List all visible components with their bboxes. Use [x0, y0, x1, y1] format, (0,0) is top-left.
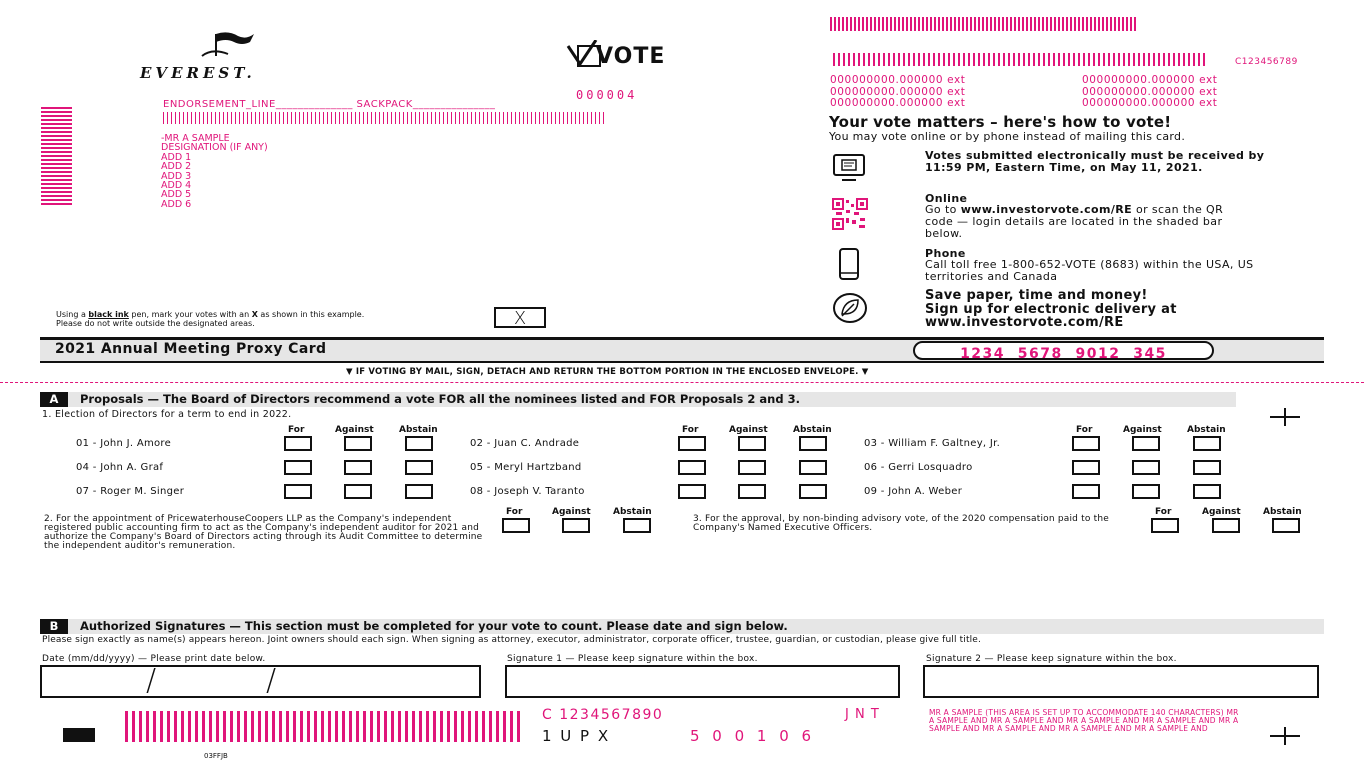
postal-barcode [163, 112, 605, 124]
col-header-against: Against [335, 425, 374, 435]
nominee-06-abstain-checkbox[interactable] [1193, 460, 1221, 475]
footer-job-number: 5 0 0 1 0 6 [690, 727, 816, 745]
nominee-06-for-checkbox[interactable] [1072, 460, 1100, 475]
nominee-05-for-checkbox[interactable] [678, 460, 706, 475]
nominee-label: 09 - John A. Weber [864, 486, 963, 497]
date-label: Date (mm/dd/yyyy) — Please print date below. [42, 654, 266, 664]
address-line: DESIGNATION (IF ANY) [161, 142, 268, 154]
nominee-02-for-checkbox[interactable] [678, 436, 706, 451]
footer-jnt: J N T [845, 707, 880, 722]
online-text-1: Go to [925, 203, 961, 216]
computer-icon [832, 153, 866, 183]
footer-code: 03FFJB [204, 752, 228, 760]
online-instructions [925, 204, 1235, 240]
nominee-06-against-checkbox[interactable] [1132, 460, 1160, 475]
nominee-label: 03 - William F. Galtney, Jr. [864, 438, 1001, 449]
proposal-2-for-checkbox[interactable] [502, 518, 530, 533]
address-line: ADD 4 [161, 180, 192, 192]
paperless-line-2: Sign up for electronic delivery at [925, 301, 1177, 317]
section-b-header [40, 619, 1324, 634]
col-header-for: For [682, 425, 699, 435]
example-mark: X [513, 308, 527, 329]
ink-instruction-line-1: Using a black ink pen, mark your votes with an X as shown in this example. [56, 310, 365, 319]
col-header-abstain: Abstain [399, 425, 438, 435]
nominee-label: 02 - Juan C. Andrade [470, 438, 580, 449]
col-header-abstain: Abstain [793, 425, 832, 435]
nominee-label: 08 - Joseph V. Taranto [470, 486, 585, 497]
online-title: Online [925, 192, 968, 205]
col-header-for: For [506, 507, 523, 517]
registration-mark [1270, 727, 1300, 745]
nominee-08-against-checkbox[interactable] [738, 484, 766, 499]
how-to-vote-subheading: You may vote online or by phone instead of mailing this card. [829, 130, 1186, 143]
nominee-01-for-checkbox[interactable] [284, 436, 312, 451]
nominee-07-for-checkbox[interactable] [284, 484, 312, 499]
col-header-abstain: Abstain [1187, 425, 1226, 435]
registration-mark [1270, 408, 1300, 426]
address-line: ADD 3 [161, 170, 192, 182]
nominee-02-abstain-checkbox[interactable] [799, 436, 827, 451]
ext-line: 000000000.000000 ext [1082, 97, 1218, 109]
proposal-3-against-checkbox[interactable] [1212, 518, 1240, 533]
qr-code-icon [832, 198, 868, 230]
section-b-letter: B [40, 619, 68, 634]
account-number-box [913, 341, 1214, 360]
footer-upx: 1 U P X [542, 727, 611, 745]
section-a-letter: A [40, 392, 68, 407]
ext-line: 000000000.000000 ext [1082, 74, 1218, 86]
ext-line: 000000000.000000 ext [1082, 85, 1218, 98]
col-header-for: For [288, 425, 305, 435]
detach-line [0, 382, 1364, 383]
paperless-url-link[interactable]: www.investorvote.com/RE [925, 315, 1124, 330]
address-line: ADD 5 [161, 189, 192, 201]
date-separator: / [146, 663, 157, 698]
col-header-for: For [1076, 425, 1093, 435]
corner-mark [63, 728, 95, 742]
online-url-link[interactable]: www.investorvote.com/RE [960, 203, 1133, 216]
deadline-text: Votes submitted electronically must be received by 11:59 PM, Eastern Time, on May 11, 2021. [925, 149, 1265, 174]
nominee-04-abstain-checkbox[interactable] [405, 460, 433, 475]
proposal-2-abstain-checkbox[interactable] [623, 518, 651, 533]
section-a-header [40, 392, 1236, 407]
sequence-code: 000004 [576, 88, 638, 102]
col-header-against: Against [1123, 425, 1162, 435]
proposal-3-abstain-checkbox[interactable] [1272, 518, 1300, 533]
vote-logo-text: VOTE [596, 44, 666, 69]
nominee-05-abstain-checkbox[interactable] [799, 460, 827, 475]
signature-2-label: Signature 2 — Please keep signature within the box. [926, 654, 1177, 664]
ext-line: 000000000.000000 ext [830, 97, 966, 109]
nominee-09-abstain-checkbox[interactable] [1193, 484, 1221, 499]
proposal-3-text: 3. For the approval, by non-binding advisory vote, of the 2020 compensation paid to the Company's Named Executive Officers. [693, 514, 1110, 533]
ext-lines-right [1082, 75, 1218, 110]
proposal-2-text: 2. For the appointment of PricewaterhouseCoopers LLP as the Company's independent registered public accounting firm to act as the Company's independent auditor for 2021 and authorize the Company's Board of Directors acting through its Audit Committee to determine the independent auditor's remuneration. [44, 514, 483, 551]
col-header-abstain: Abstain [1263, 507, 1302, 517]
flag-icon [198, 30, 258, 58]
leaf-icon [832, 292, 868, 324]
nominee-label: 05 - Meryl Hartzband [470, 462, 582, 473]
signature-1-label: Signature 1 — Please keep signature within the box. [507, 654, 758, 664]
col-header-abstain: Abstain [613, 507, 652, 517]
side-barcode [41, 105, 72, 205]
section-b-title: Authorized Signatures — This section must be completed for your vote to count. Please date and sign below. [80, 619, 788, 633]
detach-instruction: ▼ IF VOTING BY MAIL, SIGN, DETACH AND RETURN THE BOTTOM PORTION IN THE ENCLOSED ENVELOPE. ▼ [346, 367, 869, 377]
card-title: 2021 Annual Meeting Proxy Card [55, 341, 327, 357]
col-header-against: Against [552, 507, 591, 517]
nominee-03-against-checkbox[interactable] [1132, 436, 1160, 451]
address-line: ADD 6 [161, 198, 192, 210]
ext-line: 000000000.000000 ext [830, 74, 966, 86]
col-header-against: Against [1202, 507, 1241, 517]
address-line: -MR A SAMPLE [161, 133, 230, 144]
mailing-address [161, 134, 268, 209]
col-header-against: Against [729, 425, 768, 435]
endorsement-line: ENDORSEMENT_LINE______________ SACKPACK_______________ [163, 99, 496, 110]
online-text-2: or scan the QR code — login details are located in the shaded bar below. [925, 203, 1224, 240]
ext-line: 000000000.000000 ext [830, 85, 966, 98]
date-input[interactable] [40, 665, 481, 698]
nominee-02-against-checkbox[interactable] [738, 436, 766, 451]
nominee-05-against-checkbox[interactable] [738, 460, 766, 475]
nominee-03-abstain-checkbox[interactable] [1193, 436, 1221, 451]
footer-barcode [125, 711, 520, 742]
signature-1-box[interactable] [505, 665, 900, 698]
control-code: C123456789 [1235, 57, 1298, 67]
phone-title: Phone [925, 247, 966, 260]
how-to-vote-heading: Your vote matters – here's how to vote! [829, 113, 1172, 131]
proposal-3-for-checkbox[interactable] [1151, 518, 1179, 533]
nominee-03-for-checkbox[interactable] [1072, 436, 1100, 451]
nominee-09-for-checkbox[interactable] [1072, 484, 1100, 499]
top-barcode [830, 17, 1136, 31]
footer-sample-text: MR A SAMPLE (THIS AREA IS SET UP TO ACCOMMODATE 140 CHARACTERS) MR A SAMPLE AND MR A SAMPLE AND MR A SAMPLE AND MR A SAMPLE AND MR A SAMPLE AND MR A SAMPLE AND MR A SAMPLE AND MR A SAMPLE AND [929, 709, 1239, 733]
nominee-04-against-checkbox[interactable] [344, 460, 372, 475]
ink-instruction-line-2: Please do not write outside the designated areas. [56, 319, 255, 328]
nominee-08-for-checkbox[interactable] [678, 484, 706, 499]
nominee-08-abstain-checkbox[interactable] [799, 484, 827, 499]
footer-control: C 1234567890 [542, 707, 664, 723]
nominee-09-against-checkbox[interactable] [1132, 484, 1160, 499]
nominee-01-against-checkbox[interactable] [344, 436, 372, 451]
phone-instructions: Call toll free 1-800-652-VOTE (8683) within the USA, US territories and Canada [925, 258, 1254, 283]
account-number: 1234 5678 9012 345 [960, 346, 1167, 362]
address-line: ADD 1 [161, 151, 192, 163]
company-logo [140, 30, 320, 82]
paperless-line-1: Save paper, time and money! [925, 288, 1148, 303]
nominee-07-abstain-checkbox[interactable] [405, 484, 433, 499]
example-mark-box [494, 307, 546, 328]
nominee-label: 07 - Roger M. Singer [76, 486, 185, 497]
nominee-01-abstain-checkbox[interactable] [405, 436, 433, 451]
proposal-2-against-checkbox[interactable] [562, 518, 590, 533]
nominee-label: 06 - Gerri Losquadro [864, 462, 973, 473]
phone-icon [836, 248, 862, 280]
paperless-promo [925, 289, 1177, 330]
control-barcode [833, 53, 1205, 66]
address-line: ADD 2 [161, 161, 192, 173]
section-a-title: Proposals — The Board of Directors recommend a vote FOR all the nominees listed and FOR Proposals 2 and 3. [80, 392, 800, 406]
nominee-07-against-checkbox[interactable] [344, 484, 372, 499]
company-logo-text: EVEREST. [140, 64, 256, 82]
ext-lines-left [830, 75, 966, 110]
proposal-1-text: 1. Election of Directors for a term to end in 2022. [42, 409, 292, 420]
date-separator: / [266, 663, 277, 698]
signature-2-box[interactable] [923, 665, 1319, 698]
signature-instructions: Please sign exactly as name(s) appears hereon. Joint owners should each sign. When signing as attorney, executor, administrator, corporate officer, trustee, guardian, or custodian, please give full title. [42, 635, 981, 645]
ink-instructions [56, 310, 364, 328]
col-header-for: For [1155, 507, 1172, 517]
nominee-04-for-checkbox[interactable] [284, 460, 312, 475]
nominee-label: 01 - John J. Amore [76, 438, 172, 449]
nominee-label: 04 - John A. Graf [76, 462, 164, 473]
